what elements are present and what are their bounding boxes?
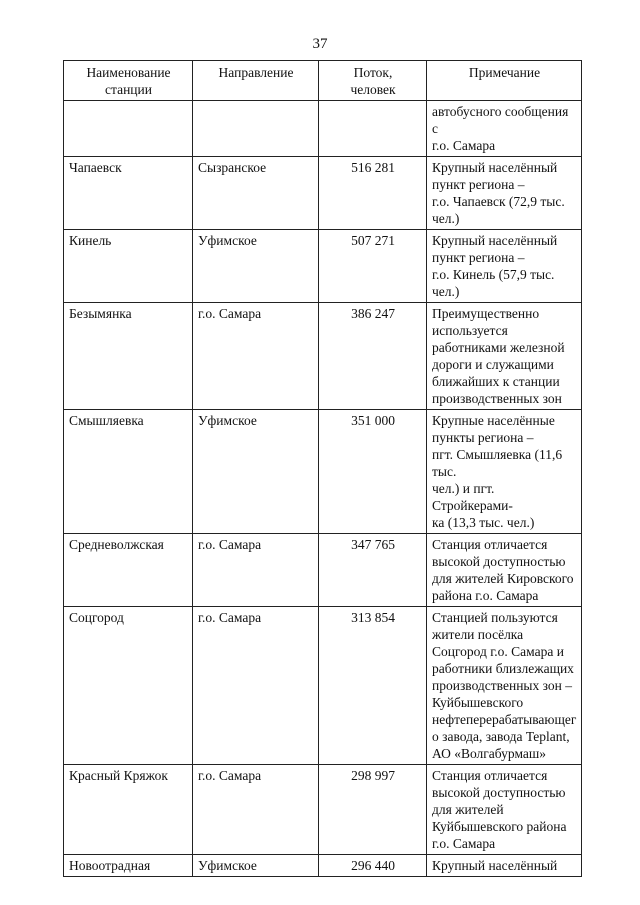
cell-station: Новоотрадная [64,855,193,877]
cell-note: Крупные населённые пункты региона – пгт. Смышляевка (11,6 тыс. чел.) и пгт. Стройкерами- ка (13,3 тыс. чел.) [427,410,582,534]
cell-station: Безымянка [64,303,193,410]
cell-flow: 507 271 [319,230,427,303]
cell-note: Крупный населённый пункт региона – г.о. Чапаевск (72,9 тыс. чел.) [427,157,582,230]
cell-note: Крупный населённый пункт региона – г.о. Кинель (57,9 тыс. чел.) [427,230,582,303]
cell-station: Смышляевка [64,410,193,534]
cell-station: Чапаевск [64,157,193,230]
cell-direction: г.о. Самара [193,765,319,855]
table-row [64,765,582,855]
cell-direction: г.о. Самара [193,534,319,607]
table-row [64,157,582,230]
table-header-row [64,61,582,101]
cell-station: Соцгород [64,607,193,765]
cell-station: Красный Кряжок [64,765,193,855]
cell-note: автобусного сообщения с г.о. Самара [427,101,582,157]
cell-note: Станцией пользуются жители посёлка Соцгород г.о. Самара и работники близлежащих производственных зон – Куйбышевского нефтеперерабатывающег о завода, завода Teplant, АО «Волгабурмаш» [427,607,582,765]
table-row [64,101,582,157]
table-row [64,410,582,534]
cell-direction: Уфимское [193,230,319,303]
table-row [64,534,582,607]
table-row [64,607,582,765]
cell-direction: г.о. Самара [193,303,319,410]
cell-flow: 313 854 [319,607,427,765]
cell-flow: 347 765 [319,534,427,607]
cell-flow: 386 247 [319,303,427,410]
cell-direction [193,101,319,157]
header-station: Наименование станции [64,61,193,101]
cell-note: Преимущественно используется работниками железной дороги и служащими ближайших к станции производственных зон [427,303,582,410]
cell-station: Кинель [64,230,193,303]
header-direction: Направление [193,61,319,101]
cell-flow [319,101,427,157]
cell-note: Станция отличается высокой доступностью для жителей Куйбышевского района г.о. Самара [427,765,582,855]
table-row [64,230,582,303]
header-flow: Поток, человек [319,61,427,101]
cell-direction: Уфимское [193,855,319,877]
header-note: Примечание [427,61,582,101]
cell-note: Крупный населённый [427,855,582,877]
cell-station: Средневолжская [64,534,193,607]
cell-flow: 296 440 [319,855,427,877]
cell-direction: г.о. Самара [193,607,319,765]
stations-table [63,60,582,877]
cell-direction: Сызранское [193,157,319,230]
cell-flow: 298 997 [319,765,427,855]
page-number: 37 [312,36,328,52]
cell-flow: 516 281 [319,157,427,230]
cell-note: Станция отличается высокой доступностью для жителей Кировского района г.о. Самара [427,534,582,607]
cell-station [64,101,193,157]
table-row [64,303,582,410]
table-row [64,855,582,877]
cell-direction: Уфимское [193,410,319,534]
cell-flow: 351 000 [319,410,427,534]
